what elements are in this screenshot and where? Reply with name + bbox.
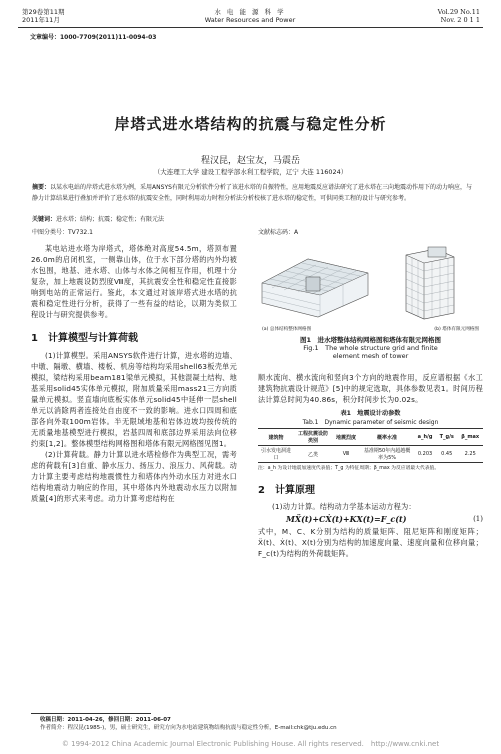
affiliation: （大连理工大学 建设工程学部水利工程学院，辽宁 大连 116024）	[153, 168, 348, 176]
subcaption-a: (a) 总体结构整体网格图	[262, 327, 312, 332]
figure-subcaptions	[258, 326, 483, 332]
section-2-paragraph-2: 式中，M、C、K分别为结构的质量矩阵、阻尼矩阵和刚度矩阵；Ẍ(t)、Ẋ(t)、X(t)分别为结构的加速度向量、速度向量和位移向量；F_c(t)为结构的外荷载矩阵。	[258, 527, 483, 558]
section-1-paragraph-1: (1)计算模型。采用ANSYS软件进行计算，进水塔的边墙、中墩、隔墩、横墙、楼板、机房等结构均采用shell63板壳单元模拟，梁结构采用beam181梁单元模拟，其他混凝土结构、地基采用solid45实体单元模拟，附加质量采用mass21三方向质量单元模拟。竖直墙向底板实体单元solid45中延伸一层shell单元以消除两者连接处自由度不一致的影响。进水口四周和底部各向外取100m岩体。半无限域地基和岩体边坡均按传统的无质量地基模型进行模拟，岩基四周和底部边界采用法向位移约束[1,2]。整体模型结构网格图和塔体有限元网格图见图1。	[31, 351, 237, 448]
clc-number: 中图分类号：TV732.1	[32, 229, 93, 236]
figure-1	[258, 243, 483, 360]
table-header-cell: 建筑物	[268, 434, 284, 441]
volume-en: Vol.29 No.11	[437, 8, 480, 16]
equation-1-number: (1)	[473, 515, 483, 523]
table-cell: 0.45	[441, 451, 453, 457]
figure-caption-en-line-2: element mesh of tower	[332, 352, 409, 360]
figure-caption-en	[258, 344, 483, 360]
figure-caption-en-line-1: Fig.1 The whole structure grid and finite	[303, 344, 438, 352]
table-header-cell: T_g/s	[439, 434, 454, 440]
section-2-heading: 2 计算原理	[258, 485, 315, 496]
table-header-cell: 地震烈度	[336, 434, 357, 441]
equation-1-body: MẌ(t)+CẊ(t)+KX(t)=F_c(t)	[286, 514, 407, 524]
received-dates: 收稿日期：2011-04-26，修回日期：2011-06-07	[40, 717, 171, 723]
figure-1-image	[258, 243, 483, 321]
table-header-cell: a_h/g	[417, 434, 433, 440]
table-cell: 引水发电洞进口	[260, 448, 291, 461]
keywords	[32, 215, 472, 224]
copyright-line: © 1994-2012 China Academic Journal Electronic Publishing House. All rights reserved. http://www.cnki.net	[61, 740, 440, 748]
author-info: 作者简介：程汉昆(1985-)，男，硕士研究生，研究方向为水电站建筑物结构抗震与稳定性分析，E-mail:chk@tju.edu.cn	[40, 725, 337, 731]
intro-paragraph: 某电站进水塔为岸塔式，塔体绝对高度54.5m，塔顶布置26.0m的启闭机室，一侧靠山体，位于水下部分塔的内外均被水包围，地基、进水塔、山体与水体之间相互作用，机理十分复杂，加上地震设防烈度Ⅷ度，其抗震安全性和稳定性直接影响到电站的正常运行。鉴此，本文通过对该岸塔式进水塔的抗震和稳定性进行分析，获得了一些有益的结论，以期为类似工程设计与研究提供参考。	[31, 244, 237, 319]
article-number: 文章编号：1000-7709(2011)11-0094-03	[30, 34, 157, 41]
abstract-text: 以某水电站的岸塔式进水塔为例，采用ANSYS有限元分析软件分析了该进水塔的自振特性，应用地震反应谱法研究了进水塔在三向地震动作用下的动力响应，与静力计算结果进行叠加并评价了进水塔的抗震安全性，同时利用动力时程分析法分析校核了进水塔的稳定性，可供同类工程的设计与研究参考。	[32, 184, 472, 202]
keywords-text: 进水塔；结构；抗震；稳定性；有限元法	[56, 216, 165, 223]
table-caption-cn: 表1 地震设计动参数	[340, 410, 401, 417]
table-header-cell: 概率水准	[377, 434, 398, 441]
footnote	[40, 716, 485, 732]
header-center	[150, 8, 350, 24]
date-en: Nov. 2 0 1 1	[440, 16, 480, 24]
header-right	[380, 8, 480, 24]
abstract	[32, 182, 472, 204]
journal-name-en: Water Resources and Power	[204, 16, 296, 24]
right-column	[258, 372, 483, 559]
section-1-heading: 1 计算模型与计算荷载	[31, 333, 138, 344]
tower-mesh-illustration	[406, 247, 454, 319]
abstract-label: 摘要：	[32, 184, 51, 191]
overall-mesh-illustration	[262, 259, 368, 317]
table-header-row	[258, 429, 483, 446]
header-left	[22, 8, 142, 24]
table-row	[258, 446, 483, 463]
table-cell: 乙类	[307, 451, 318, 458]
table-cell: 2.25	[464, 451, 476, 457]
equation-1	[286, 514, 483, 524]
section-2-paragraph-1: (1)动力计算。结构动力学基本运动方程为：	[272, 502, 416, 511]
journal-name-cn: 水 电 能 源 科 学	[214, 8, 286, 16]
table-cell: Ⅷ	[342, 451, 350, 457]
footnote-rule	[31, 713, 151, 714]
table-caption-en: Tab.1 Dynamic parameter of seismic design	[302, 419, 439, 426]
header-rule	[18, 27, 483, 28]
table-header-cell: 工程抗震设防类别	[297, 431, 328, 444]
date-cn: 2011年11月	[22, 16, 60, 24]
seismic-parameter-table	[258, 428, 483, 463]
table-note: 注：a_h 为设计地震加速度代表值；T_g 为特征周期；β_max 为反应谱最大代表值。	[258, 466, 440, 471]
volume-cn: 第29卷第11期	[22, 8, 65, 16]
paper-title: 岸塔式进水塔结构的抗震与稳定性分析	[114, 115, 387, 133]
table-header-cell: β_max	[461, 434, 480, 440]
keywords-label: 关键词：	[32, 216, 57, 223]
right-paragraph-1: 顺水流向、横水流向和竖向3个方向的地震作用，反应谱根据《水工建筑物抗震设计规范》[5]中的规定选取，具体参数见表1。时间历程法计算总时间为40.86s，积分时间步长为0.02s。	[258, 373, 483, 404]
authors: 程汉昆，赵宝友，马震岳	[200, 156, 300, 166]
document-code: 文献标志码：A	[258, 229, 299, 236]
left-column	[31, 243, 237, 504]
subcaption-b: (b) 塔体有限元网格图	[434, 327, 479, 332]
figure-caption-cn: 图1 进水塔整体结构网格图和塔体有限元网格图	[299, 336, 442, 344]
section-1-paragraph-2: (2)计算荷载。静力计算以进水塔检修作为典型工况，需考虑的荷载有[3]自重、静水压力、扬压力、浪压力、风荷载。动力计算主要考虑结构地震惯性力和塔体内外动水压力对进水口结构地震动力响应的作用，其中塔体内外地震动水压力以附加质量[4]的形式来考虑。动力计算考虑结构在	[31, 450, 237, 503]
table-cell: 0.203	[417, 451, 433, 457]
table-cell: 基准期50年内超越概率为5%	[363, 448, 411, 461]
